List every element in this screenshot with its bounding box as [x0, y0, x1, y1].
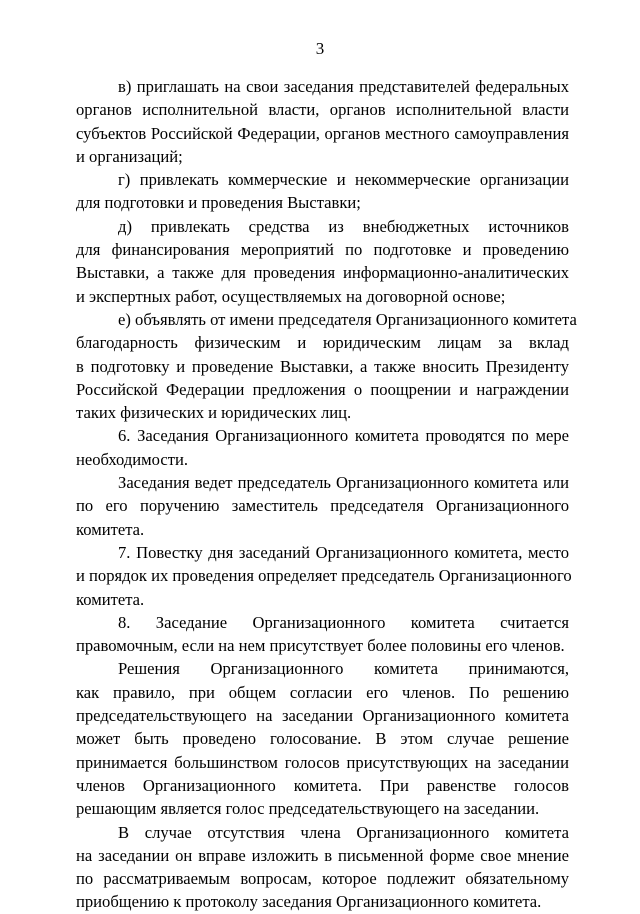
- text-line: по рассматриваемым вопросам, которое подлежит обязательному: [76, 869, 569, 889]
- text-line: в подготовку и проведение Выставки, а также вносить Президенту: [76, 356, 569, 376]
- page-number: 3: [315, 39, 325, 58]
- text-line: по его поручению заместитель председателя Организационного: [76, 496, 569, 516]
- text-line: в) приглашать на свои заседания представителей федеральных: [118, 77, 569, 96]
- text-line: членов Организационного комитета. При равенстве голосов: [76, 775, 569, 795]
- text-line: для подготовки и проведения Выставки;: [76, 193, 361, 213]
- paragraph: [76, 657, 569, 820]
- text-line: 8. Заседание Организационного комитета считается: [118, 612, 569, 632]
- paragraph: [76, 611, 569, 658]
- text-line: для финансирования мероприятий по подготовке и проведению: [76, 240, 569, 260]
- text-line: Российской Федерации предложения о поощрении и награждении: [76, 379, 569, 399]
- text-line: благодарность физическим и юридическим лицам за вклад: [76, 333, 569, 353]
- paragraph: [76, 424, 569, 471]
- text-line: В случае отсутствия члена Организационного комитета: [118, 822, 569, 842]
- document-body: [76, 75, 577, 914]
- text-line: и порядок их проведения определяет председатель Организационного: [76, 566, 572, 586]
- paragraph: [76, 541, 572, 611]
- text-line: и организаций;: [76, 146, 183, 166]
- text-line: решающим является голос председательствующего на заседании.: [76, 799, 540, 819]
- text-line: субъектов Российской Федерации, органов местного самоуправления: [76, 123, 569, 143]
- paragraph: [76, 75, 569, 168]
- text-line: 7. Повестку дня заседаний Организационного комитета, место: [118, 542, 569, 562]
- text-line: 6. Заседания Организационного комитета проводятся по мере: [118, 426, 569, 446]
- text-line: необходимости.: [76, 449, 189, 469]
- text-line: таких физических и юридических лиц.: [76, 403, 352, 423]
- text-line: Решения Организационного комитета принимаются,: [118, 659, 569, 679]
- paragraph: [76, 215, 569, 308]
- text-line: г) привлекать коммерческие и некоммерческие организации: [118, 170, 569, 190]
- text-line: принимается большинством голосов присутствующих на заседании: [76, 752, 569, 772]
- text-line: д) привлекать средства из внебюджетных источников: [118, 216, 569, 236]
- paragraph: [76, 168, 569, 215]
- text-line: е) объявлять от имени председателя Организационного комитета: [118, 309, 577, 329]
- text-line: комитета.: [76, 519, 145, 539]
- paragraph: [76, 471, 569, 541]
- paragraph: [76, 308, 577, 424]
- text-line: комитета.: [76, 589, 145, 609]
- text-line: приобщению к протоколу заседания Организационного комитета.: [76, 892, 542, 912]
- text-line: правомочным, если на нем присутствует более половины его членов.: [76, 636, 565, 656]
- text-line: органов исполнительной власти, органов исполнительной власти: [76, 100, 569, 120]
- text-line: и экспертных работ, осуществляемых на договорной основе;: [76, 286, 506, 306]
- text-line: председательствующего на заседании Организационного комитета: [76, 706, 569, 726]
- text-line: Выставки, а также для проведения информационно-аналитических: [76, 263, 569, 283]
- paragraph: [76, 821, 569, 914]
- text-line: на заседании он вправе изложить в письменной форме свое мнение: [76, 845, 569, 865]
- text-line: Заседания ведет председатель Организационного комитета или: [118, 473, 569, 493]
- text-line: как правило, при общем согласии его членов. По решению: [76, 682, 569, 702]
- text-line: может быть проведено голосование. В этом случае решение: [76, 729, 569, 749]
